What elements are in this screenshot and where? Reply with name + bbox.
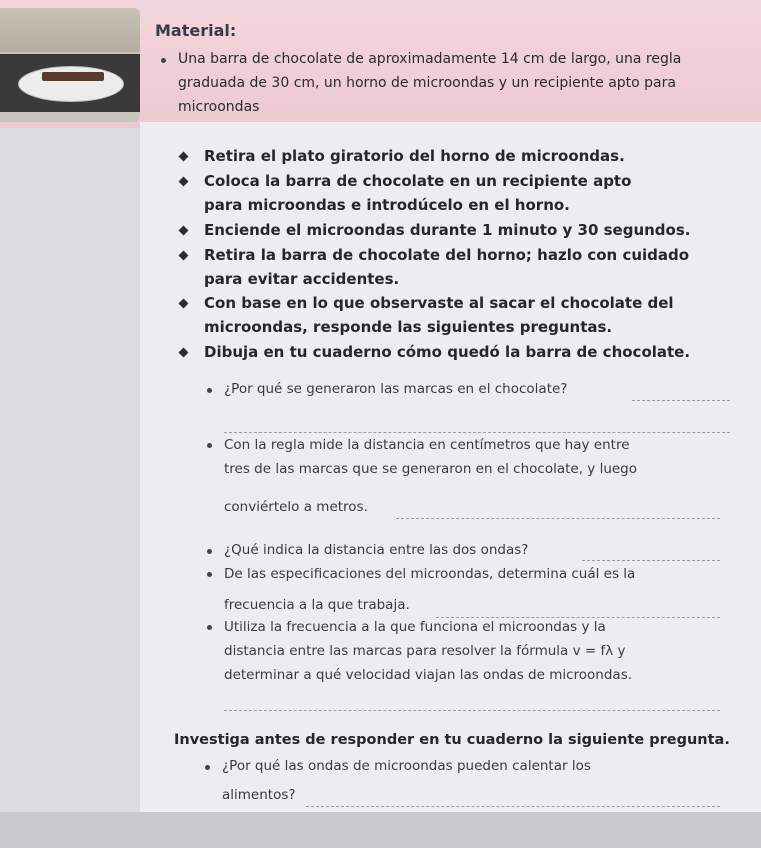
answer-line[interactable] [396,518,720,519]
bullet-dot [207,572,212,577]
step-text: Retira el plato giratorio del horno de microondas. [204,147,625,165]
question-text: alimentos? [222,787,296,803]
question-text: distancia entre las marcas para resolver la fórmula v = fλ y [224,643,626,659]
material-text-line: Una barra de chocolate de aproximadamente 14 cm de largo, una regla [178,51,682,67]
answer-line[interactable] [224,432,730,433]
bullet-dot [205,765,210,770]
bullet-dot [207,443,212,448]
step-text: para microondas e introdúcelo en el horno. [204,196,570,214]
answer-line[interactable] [632,400,730,401]
question-text: Utiliza la frecuencia a la que funciona el microondas y la [224,619,606,635]
page-bottom-edge [0,812,761,848]
investigate-title: Investiga antes de responder en tu cuaderno la siguiente pregunta. [174,732,730,748]
question-text: ¿Qué indica la distancia entre las dos ondas? [224,542,529,558]
question-text: determinar a qué velocidad viajan las ondas de microondas. [224,667,633,683]
bullet-dot [207,625,212,630]
step-text: Retira la barra de chocolate del horno; hazlo con cuidado [204,246,690,264]
step-text: Enciende el microondas durante 1 minuto y 30 segundos. [204,221,691,239]
question-text: De las especificaciones del microondas, determina cuál es la [224,566,636,582]
step-text: microondas, responde las siguientes preguntas. [204,318,613,336]
step-text: para evitar accidentes. [204,270,400,288]
answer-line[interactable] [582,560,720,561]
question-text: tres de las marcas que se generaron en el chocolate, y luego [224,461,638,477]
answer-line[interactable] [306,806,720,807]
material-text-line: microondas [178,99,260,115]
question-text: frecuencia a la que trabaja. [224,597,410,613]
bullet-dot [161,58,166,63]
question-text: Con la regla mide la distancia en centímetros que hay entre [224,437,630,453]
bullet-dot [207,549,212,554]
material-text-line: graduada de 30 cm, un horno de microondas y un recipiente apto para [178,75,676,91]
microwave-photo [0,8,140,122]
question-text: ¿Por qué se generaron las marcas en el chocolate? [224,381,568,397]
step-text: Coloca la barra de chocolate en un recipiente apto [204,172,632,190]
question-text: ¿Por qué las ondas de microondas pueden calentar los [222,758,591,774]
material-title: Material: [155,21,237,40]
answer-line[interactable] [224,710,720,711]
bullet-dot [207,388,212,393]
step-text: Dibuja en tu cuaderno cómo quedó la barra de chocolate. [204,343,691,361]
question-text: conviértelo a metros. [224,499,368,515]
step-text: Con base en lo que observaste al sacar el chocolate del [204,294,674,312]
